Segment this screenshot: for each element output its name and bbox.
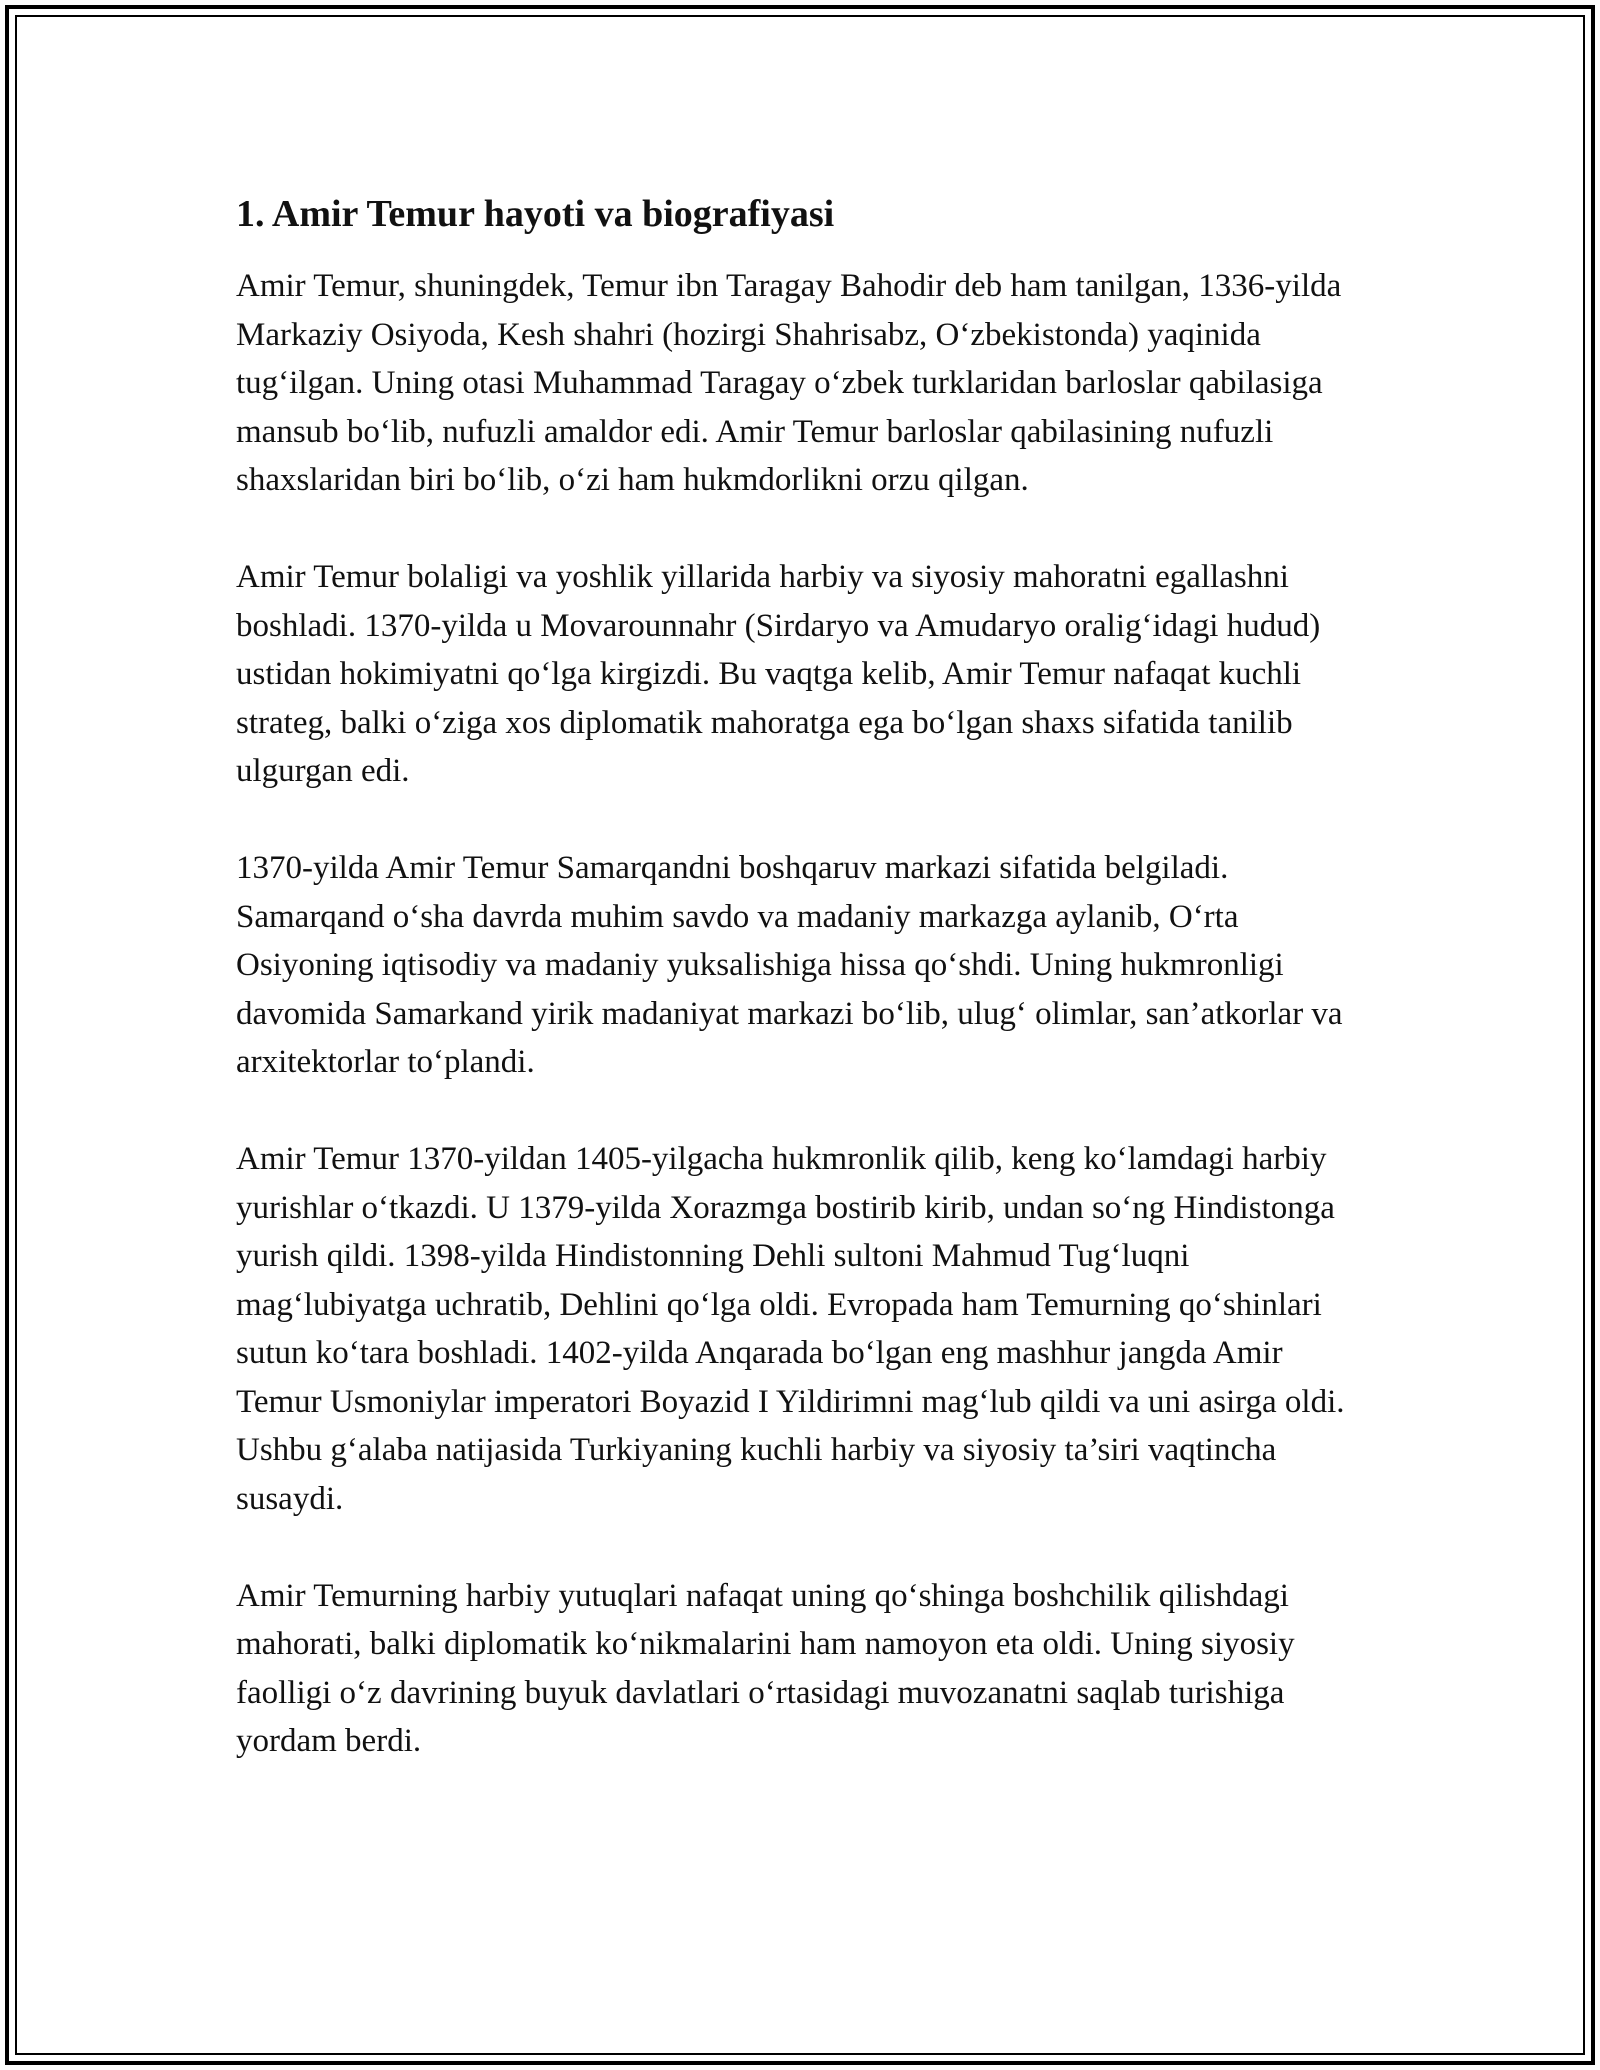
section-heading: 1. Amir Temur hayoti va biografiyasi [236,193,835,235]
paragraph-4: Amir Temur 1370-yildan 1405-yilgacha hukmronlik qilib, keng ko‘lamdagi harbiy yurishlar o‘tkazdi. U 1379-yilda Xorazmga bostirib kirib, undan so‘ng Hindistonga yurish qildi. 1398-yilda Hindistonning Dehli sultoni Mahmud Tug‘luqni mag‘lubiyatga uchratib, Dehlini qo‘lga oldi. Evropada ham Temurning qo‘shinlari sutun ko‘tara boshladi. 1402-yilda Anqarada bo‘lgan eng mashhur jangda Amir Temur Usmoniylar imperatori Boyazid I Yildirimni mag‘lub qildi va uni asirga oldi. Ushbu g‘alaba natijasida Turkiyaning kuchli harbiy va siyosiy ta’siri vaqtincha susaydi. [236,1141,1345,1517]
paragraph-2: Amir Temur bolaligi va yoshlik yillarida harbiy va siyosiy mahoratni egallashni boshladi. 1370-yilda u Movarounnahr (Sirdaryo va Amudaryo oralig‘idagi hudud) ustidan hokimiyatni qo‘lga kirgizdi. Bu vaqtga kelib, Amir Temur nafaqat kuchli strateg, balki o‘ziga xos diplomatik mahoratga ega bo‘lgan shaxs sifatida tanilib ulgurgan edi. [236,559,1321,789]
paragraph-1: Amir Temur, shuningdek, Temur ibn Taragay Bahodir deb ham tanilgan, 1336-yilda Markaziy Osiyoda, Kesh shahri (hozirgi Shahrisabz, O‘zbekistonda) yaqinida tug‘ilgan. Uning otasi Muhammad Taragay o‘zbek turklaridan barloslar qabilasiga mansub bo‘lib, nufuzli amaldor edi. Amir Temur barloslar qabilasining nufuzli shaxslaridan biri bo‘lib, o‘zi ham hukmdorlikni orzu qilgan. [236,268,1342,498]
document-body [236,186,1366,1814]
paragraph-3: 1370-yilda Amir Temur Samarqandni boshqaruv markazi sifatida belgiladi. Samarqand o‘sha davrda muhim savdo va madaniy markazga aylanib, O‘rta Osiyoning iqtisodiy va madaniy yuksalishiga hissa qo‘shdi. Uning hukmronligi davomida Samarkand yirik madaniyat markazi bo‘lib, ulug‘ olimlar, san’atkorlar va arxitektorlar to‘plandi. [236,850,1343,1080]
paragraph-5: Amir Temurning harbiy yutuqlari nafaqat uning qo‘shinga boshchilik qilishdagi mahorati, balki diplomatik ko‘nikmalarini ham namoyon eta oldi. Uning siyosiy faolligi o‘z davrining buyuk davlatlari o‘rtasidagi muvozanatni saqlab turishiga yordam berdi. [236,1577,1295,1759]
